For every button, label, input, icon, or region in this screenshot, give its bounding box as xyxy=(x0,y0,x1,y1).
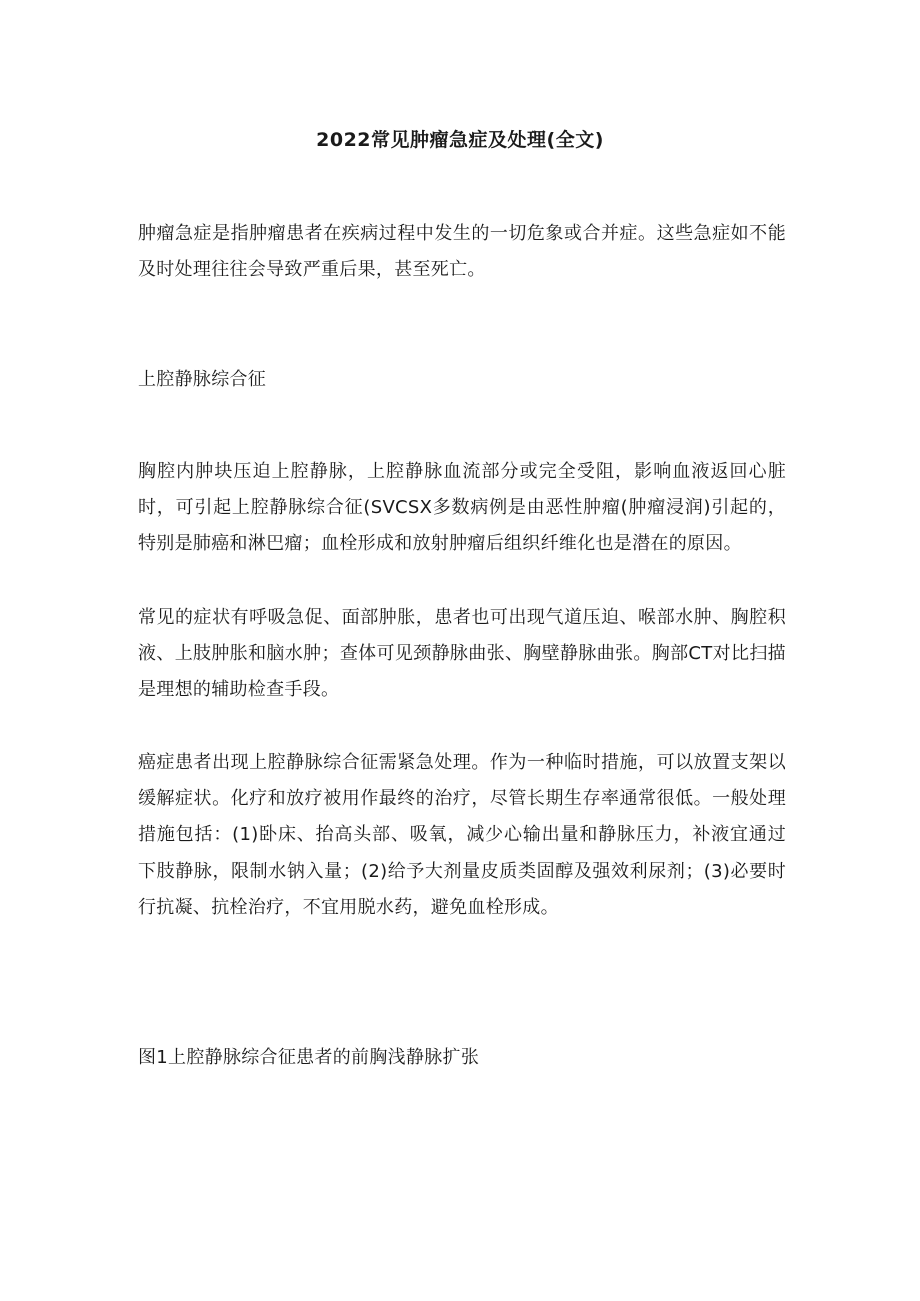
intro-paragraph: 肿瘤急症是指肿瘤患者在疾病过程中发生的一切危象或合并症。这些急症如不能及时处理往往会导致严重后果，甚至死亡。 xyxy=(138,223,786,281)
figure-caption: 图1上腔静脉综合征患者的前胸浅静脉扩张 xyxy=(138,1047,480,1068)
document-title: 2022常见肿瘤急症及处理(全文) xyxy=(316,129,604,151)
paragraph-symptoms: 常见的症状有呼吸急促、面部肿胀，患者也可出现气道压迫、喉部水肿、胸腔积液、上肢肿胀和脑水肿；查体可见颈静脉曲张、胸壁静脉曲张。胸部CT对比扫描是理想的辅助检查手段。 xyxy=(138,607,786,701)
paragraph-definition: 胸腔内肿块压迫上腔静脉，上腔静脉血流部分或完全受阻，影响血液返回心脏时，可引起上腔静脉综合征(SVCSX多数病例是由恶性肿瘤(肿瘤浸润)引起的，特别是肺癌和淋巴瘤；血栓形成和放射肿瘤后组织纤维化也是潜在的原因。 xyxy=(138,461,786,555)
section-heading: 上腔静脉综合征 xyxy=(138,369,267,390)
paragraph-treatment: 癌症患者出现上腔静脉综合征需紧急处理。作为一种临时措施，可以放置支架以缓解症状。化疗和放疗被用作最终的治疗，尽管长期生存率通常很低。一般处理措施包括：(1)卧床、抬高头部、吸氧，减少心输出量和静脉压力，补液宜通过下肢静脉，限制水钠入量；(2)给予大剂量皮质类固醇及强效利尿剂；(3)必要时行抗凝、抗栓治疗，不宜用脱水药，避免血栓形成。 xyxy=(138,752,786,918)
